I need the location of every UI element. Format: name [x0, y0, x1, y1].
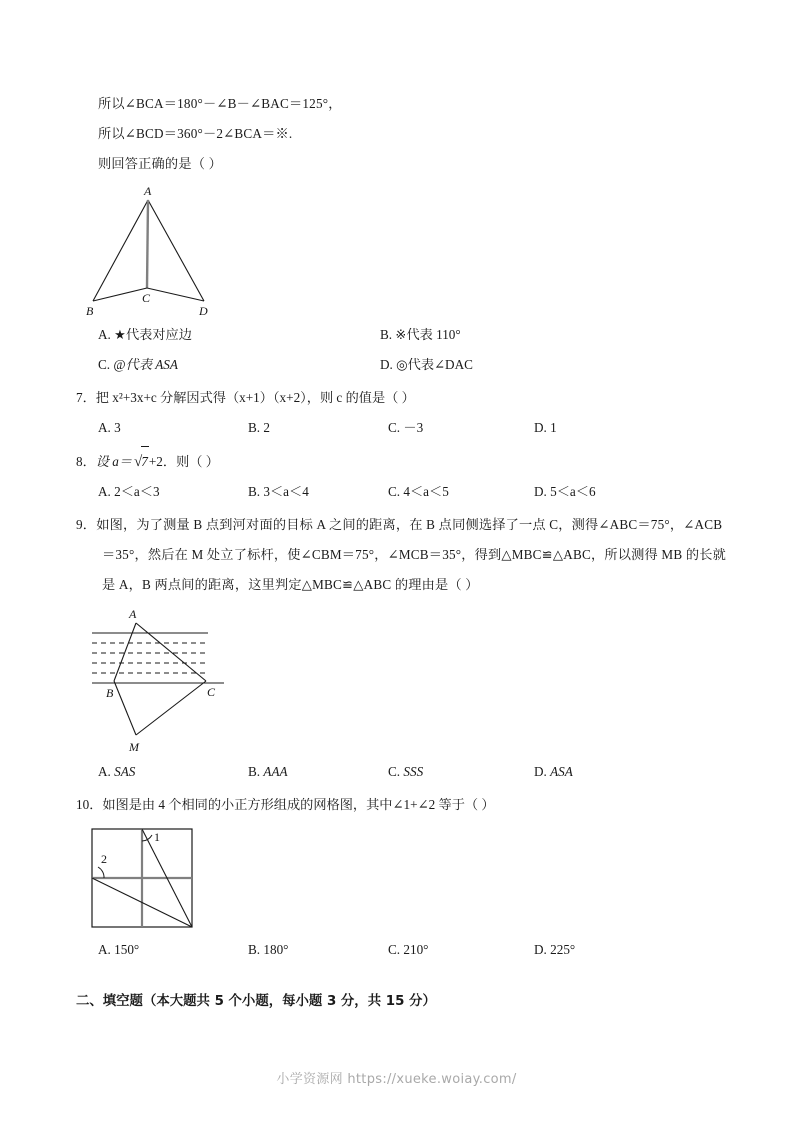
- q10-option-d[interactable]: [534, 935, 575, 965]
- q8-radicand: 7: [141, 446, 149, 477]
- q6-option-c-key: C.: [98, 357, 111, 372]
- q10-stem: 如图是由 4 个相同的小正方形组成的网格图，其中∠1+∠2 等于（ ）: [102, 797, 495, 812]
- segment-ad: [148, 200, 204, 301]
- river-measurement-svg: [84, 603, 324, 755]
- q6-figure: [76, 183, 724, 318]
- q9-option-d-key: D.: [534, 764, 547, 779]
- q9-options: [76, 757, 724, 787]
- q8-number: 8．: [76, 454, 96, 469]
- q10-option-b-text: 180°: [263, 942, 289, 957]
- q9-option-d-text: ASA: [550, 764, 573, 779]
- q10-option-a-key: A.: [98, 942, 111, 957]
- q10-option-b[interactable]: [248, 935, 388, 965]
- segment-mc: [136, 681, 206, 735]
- q6-options-row-1: [76, 320, 724, 350]
- q9-label-a: A: [129, 607, 137, 621]
- q7-stem-row: [76, 383, 724, 413]
- q6-line-1: 所以∠BCA＝180°－∠B－∠BAC＝125°，: [98, 96, 342, 111]
- q6-label-d: D: [199, 304, 208, 318]
- question-6-continuation: [76, 89, 724, 380]
- q9-option-a-text: SAS: [114, 764, 136, 779]
- q9-option-a-key: A.: [98, 764, 111, 779]
- page-content: [76, 86, 724, 1017]
- q9-option-a[interactable]: [98, 757, 248, 787]
- q8-stem-prefix: 设 a＝: [95, 454, 133, 469]
- q10-option-d-text: 225°: [550, 942, 576, 957]
- q10-option-c-key: C.: [388, 942, 401, 957]
- four-square-grid-svg: [84, 823, 284, 933]
- q9-option-c-text: SSS: [403, 764, 424, 779]
- q6-label-a: A: [144, 184, 152, 198]
- q6-line-3: 则回答正确的是（ ）: [98, 156, 222, 171]
- q6-option-b-key: B.: [380, 327, 393, 342]
- q10-option-b-key: B.: [248, 942, 261, 957]
- section-2-heading: 二、填空题（本大题共 5 个小题，每小题 3 分，共 15 分）: [76, 994, 436, 1009]
- q6-options-row-2: [76, 350, 724, 380]
- q7-option-d[interactable]: [534, 413, 557, 443]
- q6-label-b: B: [86, 304, 94, 318]
- q10-options: [76, 935, 724, 965]
- question-9: [76, 510, 724, 787]
- q7-option-a-key: A.: [98, 420, 111, 435]
- square-root-symbol: [132, 446, 149, 477]
- q9-label-c: C: [207, 685, 216, 699]
- q10-stem-row: [76, 790, 724, 820]
- q6-option-d[interactable]: [380, 350, 473, 380]
- q6-label-c: C: [142, 291, 151, 305]
- segment-cb: [93, 288, 147, 301]
- q8-option-c-key: C.: [388, 484, 401, 499]
- q6-option-a-text: ★代表对应边: [114, 327, 192, 342]
- q7-option-d-text: 1: [550, 420, 557, 435]
- q10-number: 10．: [76, 797, 103, 812]
- q8-option-a[interactable]: [98, 477, 248, 507]
- q8-options: [76, 477, 724, 507]
- angle-2-arc: [98, 867, 104, 878]
- q9-stem-row-1: [76, 510, 724, 540]
- q10-label-angle-1: 1: [154, 830, 160, 844]
- segment-ac: [136, 623, 206, 681]
- q8-option-c[interactable]: [388, 477, 534, 507]
- q6-option-c-text: @代表 ASA: [113, 357, 178, 372]
- q8-option-d-key: D.: [534, 484, 547, 499]
- q8-option-b-text: 3＜a＜4: [263, 484, 309, 499]
- q6-option-c[interactable]: [98, 350, 380, 380]
- q9-option-b-text: AAA: [263, 764, 288, 779]
- q8-option-b-key: B.: [248, 484, 261, 499]
- q6-option-d-text: ◎代表∠DAC: [396, 357, 473, 372]
- q6-option-b-text: ※代表 110°: [395, 327, 461, 342]
- q9-option-c[interactable]: [388, 757, 534, 787]
- radical-glyph: √: [134, 454, 143, 470]
- q10-option-c-text: 210°: [403, 942, 429, 957]
- page-watermark: 小学资源网 https://xueke.woiay.com/: [276, 1072, 517, 1087]
- q8-option-c-text: 4＜a＜5: [403, 484, 449, 499]
- triangle-abd-svg: [86, 183, 301, 318]
- q9-label-m: M: [129, 740, 139, 754]
- q10-label-angle-2: 2: [101, 852, 107, 866]
- q7-option-c-key: C.: [388, 420, 401, 435]
- q9-option-d[interactable]: [534, 757, 573, 787]
- q8-option-a-key: A.: [98, 484, 111, 499]
- q9-stem-line-1: 如图，为了测量 B 点到河对面的目标 A 之间的距离，在 B 点同侧选择了一点 C，测得∠ABC＝75°，∠ACB: [96, 517, 723, 532]
- q9-option-c-key: C.: [388, 764, 401, 779]
- q7-option-b-key: B.: [248, 420, 261, 435]
- q7-option-a[interactable]: [98, 413, 248, 443]
- segment-ab: [114, 623, 136, 681]
- segment-bm: [114, 681, 136, 735]
- segment-ab: [93, 200, 148, 301]
- question-10: [76, 790, 724, 965]
- q6-option-a-key: A.: [98, 327, 111, 342]
- segment-cd: [147, 288, 204, 301]
- q10-figure: [76, 823, 724, 933]
- q7-option-b-text: 2: [263, 420, 270, 435]
- q10-option-d-key: D.: [534, 942, 547, 957]
- q7-options: [76, 413, 724, 443]
- q9-option-b-key: B.: [248, 764, 261, 779]
- q9-number: 9．: [76, 517, 97, 532]
- q10-option-c[interactable]: [388, 935, 534, 965]
- question-8: [76, 446, 724, 507]
- q8-stem-row: [76, 446, 724, 477]
- q8-option-a-text: 2＜a＜3: [114, 484, 160, 499]
- q10-option-a[interactable]: [98, 935, 248, 965]
- q6-line-2: 所以∠BCD＝360°－2∠BCA＝※.: [98, 126, 293, 141]
- q9-stem-line-3: 是 A，B 两点间的距离，这里判定△MBC≌△ABC 的理由是（ ）: [102, 577, 479, 592]
- q6-option-d-key: D.: [380, 357, 393, 372]
- q9-option-b[interactable]: [248, 757, 388, 787]
- q7-option-c-text: －3: [403, 420, 424, 435]
- q8-option-d-text: 5＜a＜6: [550, 484, 596, 499]
- q8-stem-suffix: +2．则（ ）: [148, 454, 219, 469]
- q7-stem: 把 x²+3x+c 分解因式得（x+1）（x+2），则 c 的值是（ ）: [95, 390, 415, 405]
- q9-stem-line-2: ＝35°，然后在 M 处立了标杆，使∠CBM＝75°，∠MCB＝35°，得到△MBC≌△ABC，所以测得 MB 的长就: [102, 547, 726, 562]
- q6-option-b[interactable]: [380, 320, 461, 350]
- question-7: [76, 383, 724, 443]
- q8-option-d[interactable]: [534, 477, 596, 507]
- q6-option-a[interactable]: [98, 320, 380, 350]
- q7-option-c[interactable]: [388, 413, 534, 443]
- q7-number: 7．: [76, 390, 96, 405]
- q7-option-d-key: D.: [534, 420, 547, 435]
- q9-label-b: B: [106, 686, 114, 700]
- q7-option-a-text: 3: [114, 420, 121, 435]
- q9-figure: [76, 603, 724, 755]
- q7-option-b[interactable]: [248, 413, 388, 443]
- q8-option-b[interactable]: [248, 477, 388, 507]
- segment-ac: [147, 200, 148, 288]
- q10-option-a-text: 150°: [114, 942, 140, 957]
